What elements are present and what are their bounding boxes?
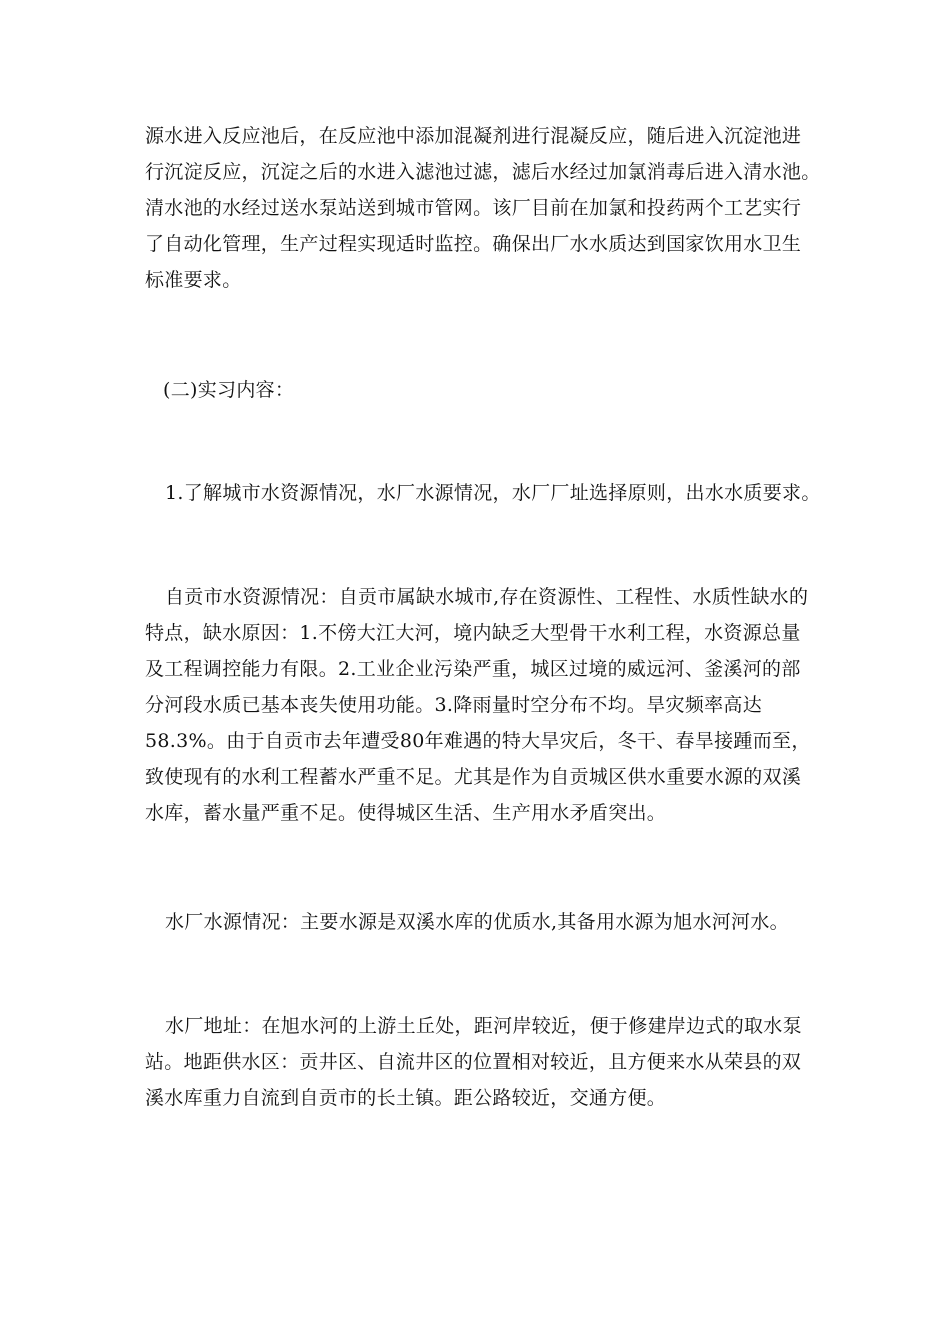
section-heading: (二)实习内容： <box>163 379 295 401</box>
intro-line-5: 标准要求。 <box>145 269 242 291</box>
water-resources-line-3: 及工程调控能力有限。2.工业企业污染严重，城区过境的威远河、釜溪河的部 <box>145 658 801 680</box>
water-resources-line-2: 特点，缺水原因：1.不傍大江大河，境内缺乏大型骨干水利工程，水资源总量 <box>145 622 801 644</box>
plant-source-paragraph: 水厂水源情况：主要水源是双溪水库的优质水,其备用水源为旭水河河水。 <box>165 911 789 933</box>
water-resources-line-4: 分河段水质已基本丧失使用功能。3.降雨量时空分布不均。旱灾频率高达 <box>145 694 763 716</box>
water-resources-line-5: 58.3%。由于自贡市去年遭受80年难遇的特大旱灾后，冬干、春旱接踵而至， <box>145 730 811 752</box>
water-resources-line-6: 致使现有的水利工程蓄水严重不足。尤其是作为自贡城区供水重要水源的双溪 <box>145 766 802 788</box>
intro-line-3: 清水池的水经过送水泵站送到城市管网。该厂目前在加氯和投药两个工艺实行 <box>145 197 802 219</box>
water-resources-line-7: 水库，蓄水量严重不足。使得城区生活、生产用水矛盾突出。 <box>145 802 667 824</box>
water-resources-line-1: 自贡市水资源情况：自贡市属缺水城市,存在资源性、工程性、水质性缺水的 <box>165 586 809 608</box>
plant-site-line-2: 站。地距供水区：贡井区、自流井区的位置相对较近，且方便来水从荣县的双 <box>145 1051 802 1073</box>
plant-site-line-3: 溪水库重力自流到自贡市的长土镇。距公路较近，交通方便。 <box>145 1087 667 1109</box>
list-item-1: 1.了解城市水资源情况，水厂水源情况，水厂厂址选择原则，出水水质要求。 <box>165 482 821 504</box>
intro-line-1: 源水进入反应池后，在反应池中添加混凝剂进行混凝反应，随后进入沉淀池进 <box>145 125 802 147</box>
intro-line-4: 了自动化管理，生产过程实现适时监控。确保出厂水水质达到国家饮用水卫生 <box>145 233 802 255</box>
plant-site-line-1: 水厂地址：在旭水河的上游土丘处，距河岸较近，便于修建岸边式的取水泵 <box>165 1015 802 1037</box>
intro-line-2: 行沉淀反应，沉淀之后的水进入滤池过滤，滤后水经过加氯消毒后进入清水池。 <box>145 161 821 183</box>
